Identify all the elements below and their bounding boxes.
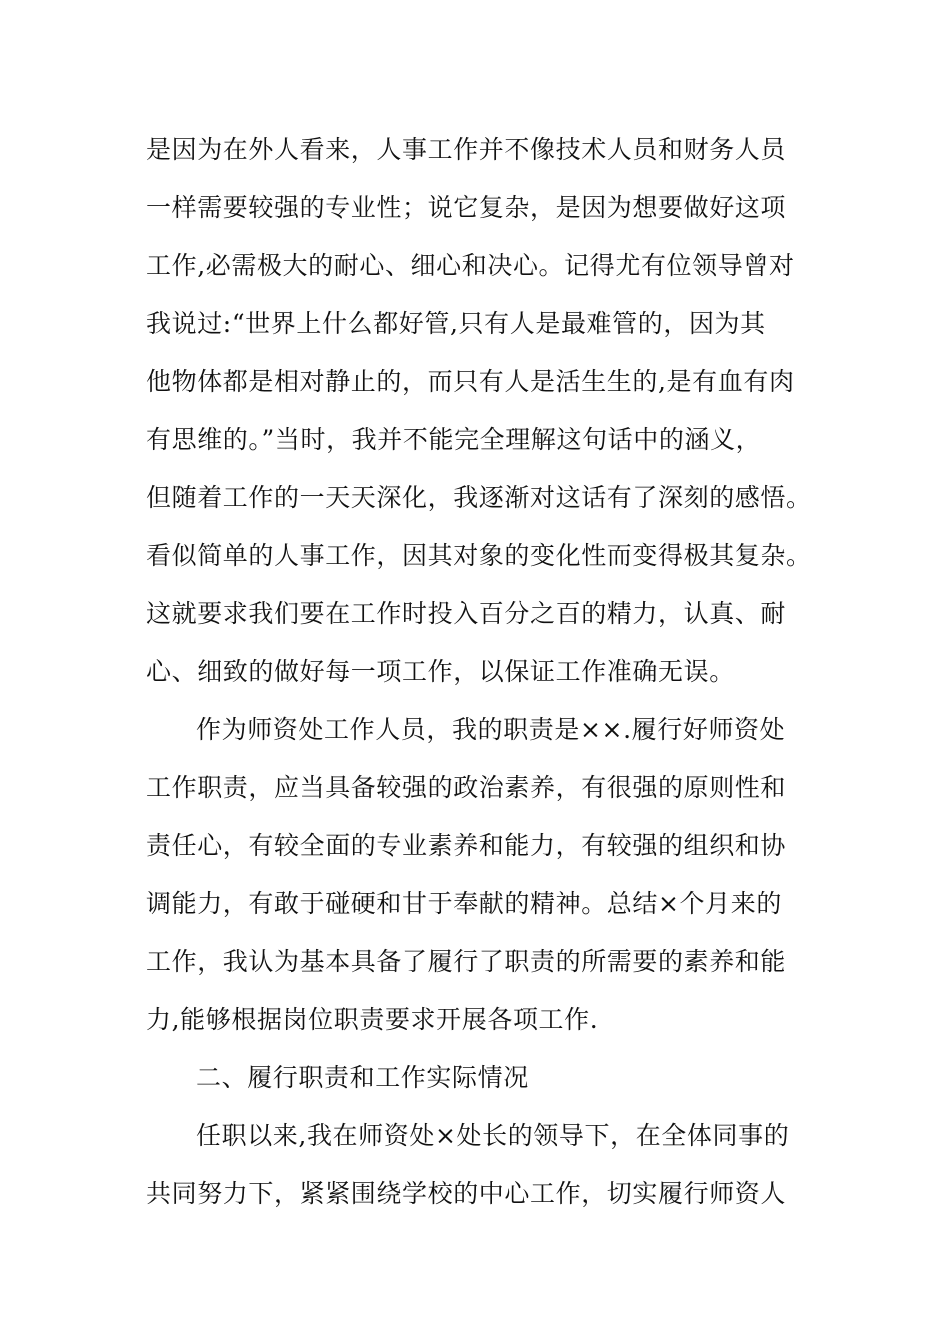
paragraph-first-line: 任职以来,我在师资处×处长的领导下，在全体同事的 (196, 1121, 790, 1150)
section-heading: 二、履行职责和工作实际情况 (196, 1063, 529, 1092)
text-line: 我说过:“世界上什么都好管,只有人是最难管的，因为其 (146, 309, 766, 338)
text-line: 这就要求我们要在工作时投入百分之百的精力，认真、耐 (146, 599, 787, 628)
text-line: 工作,必需极大的耐心、细心和决心。记得尤有位领导曾对 (146, 251, 795, 280)
text-line: 但随着工作的一天天深化，我逐渐对这话有了深刻的感悟。 (146, 483, 812, 512)
text-line: 一样需要较强的专业性；说它复杂，是因为想要做好这项 (146, 193, 787, 222)
text-line: 看似简单的人事工作，因其对象的变化性而变得极其复杂。 (146, 541, 812, 570)
text-line: 工作，我认为基本具备了履行了职责的所需要的素养和能 (146, 947, 787, 976)
paragraph-first-line: 作为师资处工作人员，我的职责是××.履行好师资处 (196, 715, 786, 744)
text-line: 责任心，有较全面的专业素养和能力，有较强的组织和协 (146, 831, 787, 860)
text-line: 他物体都是相对静止的，而只有人是活生生的,是有血有肉 (146, 367, 795, 396)
text-line: 工作职责，应当具备较强的政治素养，有很强的原则性和 (146, 773, 787, 802)
text-line: 是因为在外人看来，人事工作并不像技术人员和财务人员 (146, 135, 787, 164)
text-line: 力,能够根据岗位职责要求开展各项工作. (146, 1005, 599, 1034)
text-line: 心、细致的做好每一项工作，以保证工作准确无误。 (146, 657, 735, 686)
text-line: 有思维的。”当时，我并不能完全理解这句话中的涵义， (146, 425, 762, 454)
text-line: 共同努力下，紧紧围绕学校的中心工作，切实履行师资人 (146, 1179, 787, 1208)
text-line: 调能力，有敢于碰硬和甘于奉献的精神。总结×个月来的 (146, 889, 782, 918)
